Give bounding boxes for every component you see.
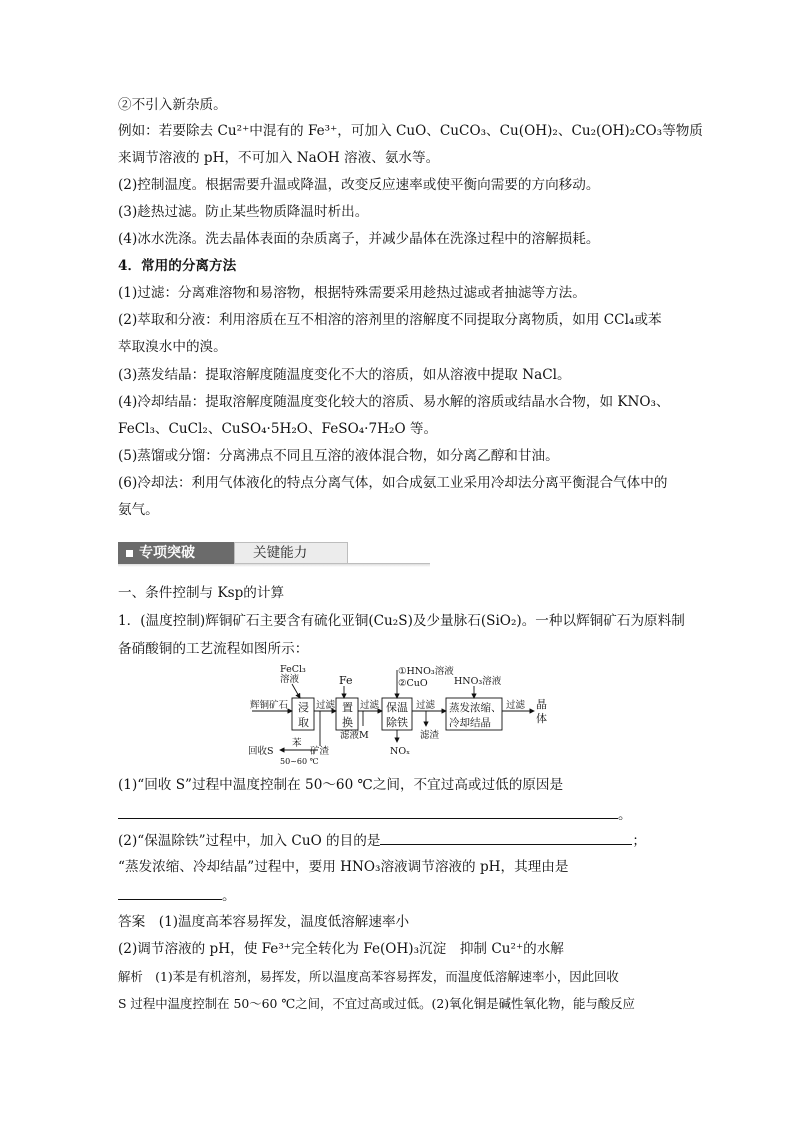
question-line: 备硝酸铜的工艺流程如图所示： xyxy=(118,641,309,657)
flow-label: 滤液M xyxy=(340,730,369,741)
question-line: 。 xyxy=(118,804,632,824)
text-line: (3)蒸发结晶：提取溶解度随温度变化不大的溶质，如从溶液中提取 NaCl。 xyxy=(118,367,571,383)
text-line: ②不引入新杂质。 xyxy=(118,97,227,113)
text-line: (1)过滤：分离难溶物和易溶物，根据特殊需要采用趁热过滤或者抽滤等方法。 xyxy=(118,285,586,301)
flow-label: 50~60 ℃ xyxy=(280,757,319,766)
flow-label: HNO₃溶液 xyxy=(454,676,502,687)
square-icon xyxy=(126,550,133,557)
analysis-line: 解析 (1)苯是有机溶剂，易挥发，所以温度高苯容易挥发，而温度低溶解速率小，因此回收 xyxy=(118,969,619,984)
flow-label: 置 xyxy=(342,701,353,714)
text-line: FeCl₃、CuCl₂、CuSO₄·5H₂O、FeSO₄·7H₂O 等。 xyxy=(118,421,438,437)
flow-label: 辉铜矿石 xyxy=(250,700,289,711)
flow-label: 保温 xyxy=(386,701,408,714)
text-line: (2)控制温度。根据需要升温或降温，改变反应速率或使平衡向需要的方向移动。 xyxy=(118,177,600,193)
text-line: 氨气。 xyxy=(118,502,159,518)
banner-title: 专项突破 xyxy=(118,542,234,564)
flow-label: 浸 xyxy=(298,701,309,714)
question-line: (1)“回收 S”过程中温度控制在 50～60 ℃之间，不宜过高或过低的原因是 xyxy=(118,777,564,793)
answer-blank[interactable] xyxy=(118,885,222,900)
section-heading: 4．常用的分离方法 xyxy=(118,258,237,274)
flow-label: 换 xyxy=(342,716,353,729)
flow-label: 溶液 xyxy=(280,674,300,685)
section-subheading: 一、条件控制与 Ksp的计算 xyxy=(118,585,285,601)
flow-label: 过滤 xyxy=(416,700,436,711)
flow-label: 体 xyxy=(536,712,547,725)
flow-label: 过滤 xyxy=(506,700,526,711)
process-flow-diagram xyxy=(240,664,560,768)
flow-label: 晶 xyxy=(536,698,547,711)
flow-label: FeCl₃ xyxy=(280,664,306,675)
question-line: “蒸发浓缩、冷却结晶”过程中，要用 HNO₃溶液调节溶液的 pH，其理由是 xyxy=(118,859,569,875)
text-line: (4)冰水洗涤。洗去晶体表面的杂质离子，并减少晶体在洗涤过程中的溶解损耗。 xyxy=(118,231,600,247)
flow-label: 取 xyxy=(298,716,309,729)
flow-label: 滤渣 xyxy=(420,730,440,741)
answer-line: 答案 (1)温度高苯容易挥发，温度低溶解速率小 xyxy=(118,914,410,930)
flow-label: 回收S xyxy=(248,746,274,757)
flow-label: NOₓ xyxy=(390,746,411,757)
question-line: 。 xyxy=(118,885,236,905)
flow-label: Fe xyxy=(339,674,353,687)
question-line: 1．(温度控制)辉铜矿石主要含有硫化亚铜(Cu₂S)及少量脉石(SiO₂)。一种以辉铜矿石为原料制 xyxy=(118,613,685,629)
answer-blank[interactable] xyxy=(118,804,618,819)
divider xyxy=(118,564,430,567)
text-line: (4)冷却结晶：提取溶解度随温度变化较大的溶质、易水解的溶质或结晶水合物，如 KNO₃、 xyxy=(118,394,670,410)
flow-label: 苯 xyxy=(292,738,302,749)
question-line: (2)“保温除铁”过程中，加入 CuO 的目的是 ； xyxy=(118,830,646,850)
flow-label: ②CuO xyxy=(398,678,428,689)
text-line: 萃取溴水中的溴。 xyxy=(118,339,227,355)
text-line: (5)蒸馏或分馏：分离沸点不同且互溶的液体混合物，如分离乙醇和甘油。 xyxy=(118,448,559,464)
flow-label: 蒸发浓缩、 xyxy=(449,702,502,714)
text-line: (6)冷却法：利用气体液化的特点分离气体，如合成氨工业采用冷却法分离平衡混合气体中的 xyxy=(118,475,668,491)
section-banner xyxy=(118,542,430,566)
text-line: 来调节溶液的 pH，不可加入 NaOH 溶液、氨水等。 xyxy=(118,150,440,166)
text-line: (2)萃取和分液：利用溶质在互不相溶的溶剂里的溶解度不同提取分离物质，如用 CCl₄或苯 xyxy=(118,312,662,328)
flow-label: 除铁 xyxy=(386,716,408,729)
analysis-line: S 过程中温度控制在 50～60 ℃之间，不宜过高或过低。(2)氧化铜是碱性氧化物，能与酸反应 xyxy=(118,996,635,1011)
banner-subtitle: 关键能力 xyxy=(234,542,348,564)
flow-label: ①HNO₃溶液 xyxy=(398,666,454,677)
answer-blank[interactable] xyxy=(380,830,632,845)
flow-label: 矿渣 xyxy=(310,746,330,757)
flow-label: 过滤 xyxy=(316,700,336,711)
flow-label: 过滤 xyxy=(360,700,380,711)
text-line: 例如：若要除去 Cu²⁺中混有的 Fe³⁺，可加入 CuO、CuCO₃、Cu(OH)₂、Cu₂(OH)₂CO₃等物质 xyxy=(118,123,703,139)
text-line: (3)趁热过滤。防止某些物质降温时析出。 xyxy=(118,204,369,220)
flow-label: 冷却结晶 xyxy=(449,717,491,729)
answer-line: (2)调节溶液的 pH，使 Fe³⁺完全转化为 Fe(OH)₃沉淀 抑制 Cu²⁺的水解 xyxy=(118,941,564,957)
